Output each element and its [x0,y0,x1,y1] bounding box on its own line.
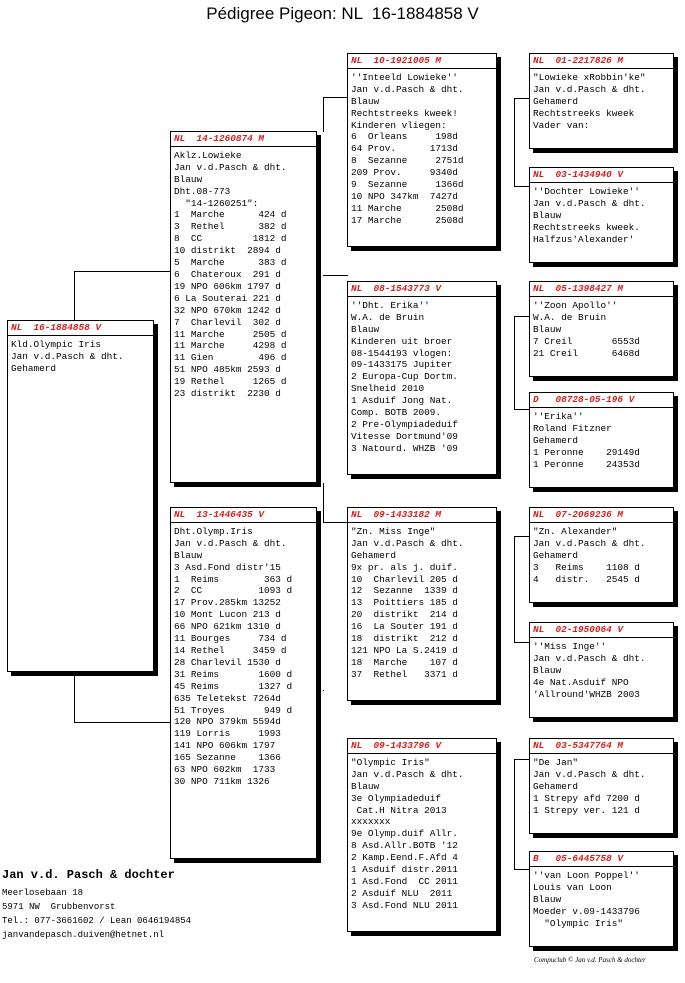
card-line: 1 Peronne 29149d [533,446,640,458]
pigeon-card-sds [529,281,674,377]
card-line: 7 Charlevil 302 d [174,316,281,328]
card-line: 45 Reims 1327 d [174,680,293,692]
card-line: 30 NPO 711km 1326 [174,775,270,787]
card-line: Jan v.d.Pasch & dht. [533,83,646,95]
card-line: Blauw [533,323,562,335]
card-line: 3 Asd.Fond NLU 2011 [351,899,458,911]
card-line: 16 La Souter 191 d [351,621,458,633]
card-line: Blauw [351,323,380,335]
card-line: 19 Rethel 1265 d [174,376,287,388]
card-line: W.A. de Bruin [351,311,425,323]
connector [323,522,348,523]
connector [514,98,515,186]
card-lines [533,526,670,586]
card-line: Gehamerd [351,549,397,561]
card-lines [533,641,670,701]
card-line: 3e Olympiadeduif [351,792,442,804]
card-line: 1 Reims 363 d [174,573,293,585]
connector [74,673,75,723]
card-line: 12 Sezanne 1339 d [351,585,458,597]
card-line: Cat.H Nitra 2013 [351,804,447,816]
card-line: Jan v.d.Pasch & dht. [174,161,287,173]
card-line: 51 Troyes 949 d [174,704,293,716]
pigeon-card-dss [529,507,674,603]
card-lines [174,526,313,788]
card-line: "Lowieke xRobbin'ke" [533,71,646,83]
card-line: Jan v.d.Pasch & dht. [533,768,646,780]
card-line: 635 Teletekst 7264d [174,692,281,704]
card-line: 10 Charlevil 205 d [351,573,458,585]
card-line: Vitesse Dortmund'09 [351,430,458,442]
card-line: 2 Asduif NLU 2011 [351,887,453,899]
card-line: Gehamerd [533,549,579,561]
card-line: 18 Marche 107 d [351,656,458,668]
connector [514,536,515,642]
card-line: 3 Rethel 382 d [174,221,287,233]
ring-number: NL 10-1921005 M [348,55,496,69]
connector [514,409,529,410]
card-line: 11 Bourges 734 d [174,633,287,645]
card-line: Halfzus'Alexander' [533,233,635,245]
card-lines [533,186,670,246]
card-line: W.A. de Bruin [533,311,607,323]
card-line: "Zn. Miss Inge" [351,525,436,537]
ring-number: D 08728-05-196 V [530,394,673,408]
card-line: 4 distr. 2545 d [533,573,640,585]
card-line: Jan v.d.Pasch & dht. [533,537,646,549]
breeder-name: Jan v.d. Pasch & dochter [2,868,175,882]
card-lines [533,870,670,930]
connector [514,316,529,317]
connector [74,722,171,723]
ring-number: NL 03-5347764 M [530,740,673,754]
card-line: 66 NPO 621km 1310 d [174,621,281,633]
card-line: 2 Kamp.Eend.F.Afd 4 [351,852,458,864]
card-line: "Olympic Iris" [533,917,624,929]
card-line: Gehamerd [11,362,57,374]
ring-number: NL 13-1446435 V [171,509,316,523]
card-line: 23 distrikt 2230 d [174,388,281,400]
card-line: Jan v.d.Pasch & dht. [351,83,464,95]
ring-number: NL 16-1884858 V [8,322,153,336]
connector [74,271,171,272]
card-lines [351,526,493,681]
card-line: 21 Creil 6468d [533,347,640,359]
pigeon-card-dam-sire [347,507,497,701]
card-line: 09-1433175 Jupiter [351,359,453,371]
card-line: Dht.Olymp.Iris [174,525,253,537]
card-line: 63 NPO 602km 1733 [174,764,276,776]
card-line: 6 La Souterai 221 d [174,292,281,304]
card-line: 8 CC 1812 d [174,233,287,245]
card-line: 119 Lorris 1993 [174,728,281,740]
card-line: 20 distrikt 214 d [351,609,458,621]
ring-number: NL 05-1398427 M [530,283,673,297]
card-line: Blauw [533,209,562,221]
card-line: "Zn. Alexander" [533,525,618,537]
card-line: 11 Gien 496 d [174,352,287,364]
page-title: Pédigree Pigeon: NL 16-1884858 V [206,4,479,23]
card-line: Kinderen vliegen: [351,119,447,131]
pigeon-card-sire [170,131,317,483]
card-line: Rechtstreeks kweek [533,107,635,119]
card-line: Gehamerd [533,434,579,446]
connector [514,98,529,99]
connector [514,536,529,537]
card-line: Comp. BOTB 2009. [351,407,442,419]
card-line: 10 distrikt 2894 d [174,245,281,257]
connector [323,97,324,132]
card-line: Aklz.Lowieke [174,149,242,161]
card-line: 5 Marche 383 d [174,257,287,269]
card-line: ''Erika'' [533,410,584,422]
ring-number: NL 07-2069236 M [530,509,673,523]
connector [514,869,529,870]
card-line: 19 NPO 606km 1797 d [174,280,281,292]
ring-number: NL 02-1950064 V [530,624,673,638]
card-line: 2 Europa-Cup Dortm. [351,371,458,383]
connector [514,186,529,187]
card-line: Gehamerd [533,780,579,792]
card-lines [11,339,150,375]
card-line: 6 Chateroux 291 d [174,268,281,280]
breeder-phone: Tel.: 077-3661602 / Lean 0646194854 [2,916,192,926]
card-line: Kld.Olympic Iris [11,338,102,350]
card-line: 9x pr. als j. duif. [351,561,458,573]
card-line: 1 Asd.Fond CC 2011 [351,875,458,887]
card-line: Gehamerd [533,95,579,107]
pigeon-card-sdd [529,392,674,488]
connector [323,275,348,276]
card-line: 18 distrikt 212 d [351,633,458,645]
card-line: Jan v.d.Pasch & dht. [174,537,287,549]
card-line: 3 Natourd. WHZB '09 [351,442,458,454]
card-line: 14 Rethel 3459 d [174,644,287,656]
card-line: Blauw [351,780,380,792]
card-line: 17 Prov.285km 13252 [174,597,281,609]
pigeon-card-dam [170,507,317,859]
connector [514,759,529,760]
card-line: 7 Creil 6553d [533,335,640,347]
card-line: 4e Nat.Asduif NPO [533,676,629,688]
card-line: 11 Marche 2505 d [174,328,287,340]
card-line: Rechtstreeks kweek! [351,107,458,119]
card-line: 10 NPO 347km 7427d [351,190,458,202]
card-line: 1 Marche 424 d [174,209,287,221]
card-line: Moeder v.09-1433796 [533,905,640,917]
ring-number: NL 08-1543773 V [348,283,496,297]
card-line: Kinderen uit broer [351,335,453,347]
card-lines [174,150,313,400]
card-line: "De Jan" [533,756,579,768]
pigeon-card-sss [529,53,674,149]
card-line: Jan v.d.Pasch & dht. [11,350,124,362]
card-line: 17 Marche 2508d [351,214,464,226]
card-line: 31 Reims 1600 d [174,668,293,680]
card-line: 141 NPO 606km 1797 [174,740,276,752]
card-line: Blauw [533,893,562,905]
card-lines [533,411,670,471]
card-line: 64 Prov. 1713d [351,143,458,155]
card-line: "Olympic Iris" [351,756,430,768]
card-line: ''Zoon Apollo'' [533,299,618,311]
card-line: 28 Charlevil 1530 d [174,656,281,668]
connector [323,690,324,691]
pigeon-card-dds [529,738,674,834]
card-line: 10 Mont Lucon 213 d [174,609,281,621]
card-line: 1 Asduif Jong Nat. [351,395,453,407]
card-line: ''Miss Inge'' [533,640,607,652]
card-line: ''Dht. Erika'' [351,299,430,311]
card-line: 8 Asd.Allr.BOTB '12 [351,840,458,852]
pigeon-card-ssd [529,167,674,263]
breeder-city: 5971 NW Grubbenvorst [2,902,116,912]
card-lines [351,300,493,455]
card-line: "14-1260251": [174,197,259,209]
card-line: 2 CC 1093 d [174,585,293,597]
connector [514,316,515,409]
card-lines [351,757,493,912]
card-line: 9 Sezanne 1366d [351,179,464,191]
card-line: 3 Asd.Fond distr'15 [174,561,281,573]
card-line: 6 Orleans 198d [351,131,458,143]
card-line: Jan v.d.Pasch & dht. [533,652,646,664]
ring-number: B 05-6445758 V [530,853,673,867]
pigeon-card-ddd [529,851,674,947]
card-line: 13 Poittiers 185 d [351,597,458,609]
card-line: Jan v.d.Pasch & dht. [533,197,646,209]
pigeon-card-sire-sire [347,53,497,247]
card-line: Roland Fitzner [533,422,612,434]
pigeon-card-sire-dam [347,281,497,475]
card-line: Jan v.d.Pasch & dht. [351,768,464,780]
card-line: xxxxxxx [351,816,391,828]
pigeon-card-dsd [529,622,674,718]
card-lines [533,757,670,817]
card-line: 51 NPO 485km 2593 d [174,364,281,376]
card-line: 209 Prov. 9340d [351,167,458,179]
card-line: 120 NPO 379km 5594d [174,716,281,728]
card-line: 1 Asduif distr.2011 [351,864,458,876]
card-line: Blauw [174,173,203,185]
card-lines [533,72,670,132]
card-line: Dht.08-773 [174,185,231,197]
connector [514,642,529,643]
card-line: 121 NPO La S.2419 d [351,644,458,656]
card-line: 2 Pre-Olympiadeduif [351,418,458,430]
card-line: Louis van Loon [533,881,612,893]
card-line: Jan v.d.Pasch & dht. [351,537,464,549]
card-line: ''van Loon Poppel'' [533,869,640,881]
card-line: 1 Strepy afd 7200 d [533,792,640,804]
card-line: Blauw [351,95,380,107]
card-line: 1 Strepy ver. 121 d [533,804,640,816]
card-line: Rechtstreeks kweek. [533,221,640,233]
connector [74,271,75,320]
card-line: 3 Reims 1108 d [533,561,640,573]
card-lines [533,300,670,360]
card-line: 'Allround'WHZB 2003 [533,688,640,700]
pigeon-card-self [7,320,154,672]
card-line: 11 Marche 4298 d [174,340,287,352]
card-line: 165 Sezanne 1366 [174,752,281,764]
connector [514,759,515,869]
credit-line: Compuclub © Jan v.d. Pasch & dochter [534,956,646,964]
connector [323,275,324,276]
card-line: ''Dochter Lowieke'' [533,185,640,197]
connector [323,97,348,98]
connector [323,483,324,523]
card-line: 11 Marche 2508d [351,202,464,214]
ring-number: NL 03-1434940 V [530,169,673,183]
card-line: Snelheid 2010 [351,383,425,395]
ring-number: NL 09-1433796 V [348,740,496,754]
breeder-address: Meerlosebaan 18 [2,888,84,898]
ring-number: NL 01-2217826 M [530,55,673,69]
card-line: 32 NPO 670km 1242 d [174,304,281,316]
ring-number: NL 09-1433182 M [348,509,496,523]
card-line: 9e Olymp.duif Allr. [351,828,458,840]
breeder-email[interactable]: janvandepasch.duiven@hetnet.nl [2,930,165,940]
card-lines [351,72,493,227]
ring-number: NL 14-1260874 M [171,133,316,147]
card-line: Vader van: [533,119,590,131]
card-line: 08-1544193 vlogen: [351,347,453,359]
card-line: ''Inteeld Lowieke'' [351,71,458,83]
pigeon-card-dam-dam [347,738,497,932]
card-line: 37 Rethel 3371 d [351,668,458,680]
card-line: 1 Peronne 24353d [533,458,640,470]
card-line: 8 Sezanne 2751d [351,155,464,167]
card-line: Blauw [533,664,562,676]
card-line: Blauw [174,549,203,561]
